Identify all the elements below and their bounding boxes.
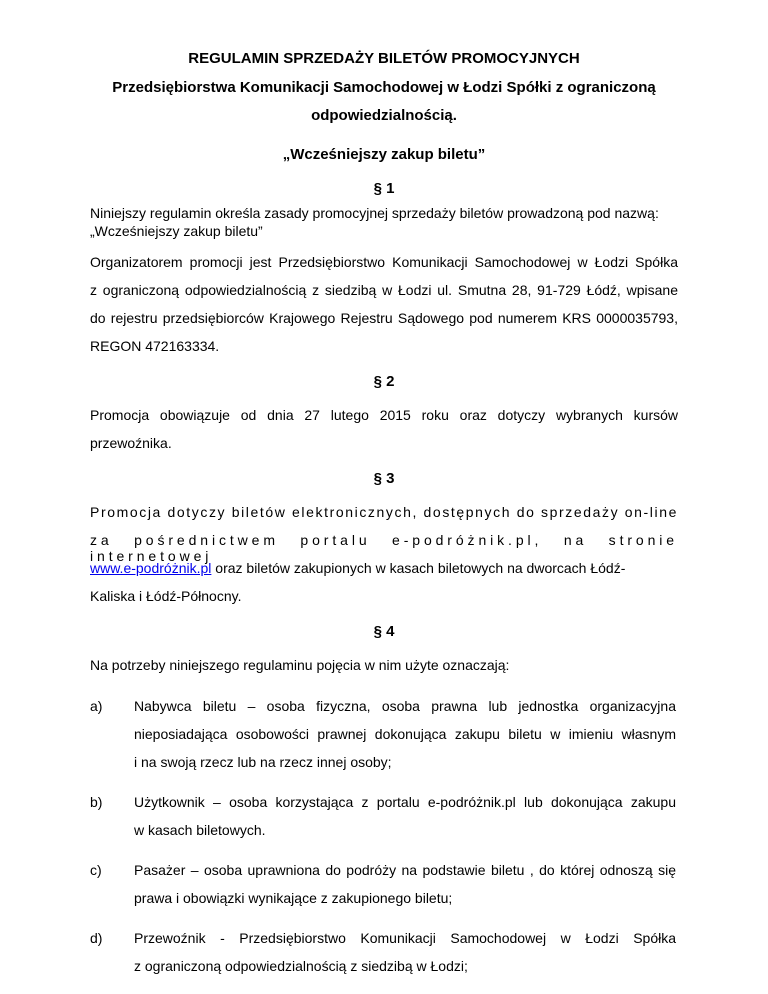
definition-item-a	[90, 698, 676, 714]
section-1-paragraph-2-line-1: Organizatorem promocji jest Przedsiębiorstwo Komunikacji Samochodowej w Łodzi Spółka	[90, 254, 678, 270]
section-2-line-2: przewoźnika.	[90, 435, 172, 451]
definition-line: w kasach biletowych.	[134, 822, 266, 838]
e-podroznik-link[interactable]: www.e-podróżnik.pl	[90, 560, 212, 576]
definition-line: nieposiadająca osobowości prawnej dokonująca zakupu biletu w imieniu własnym	[134, 726, 676, 742]
definition-item-c	[90, 862, 676, 878]
definition-line: prawa i obowiązki wynikające z zakupionego biletu;	[134, 890, 453, 906]
definition-line: Przewoźnik - Przedsiębiorstwo Komunikacji Samochodowej w Łodzi Spółka	[134, 930, 676, 946]
section-1-paragraph-2-line-4: REGON 472163334.	[90, 338, 220, 354]
section-1-paragraph-2-line-2: z ograniczoną odpowiedzialnością z siedzibą w Łodzi ul. Smutna 28, 91-729 Łódź, wpisane	[90, 282, 678, 298]
document-subtitle-line-2: odpowiedzialnością.	[311, 107, 457, 124]
section-1-paragraph-1-line-1: Niniejszy regulamin określa zasady promocyjnej sprzedaży biletów prowadzoną pod nazwą:	[90, 205, 659, 221]
list-marker: a)	[90, 698, 103, 714]
section-3-line-1: Promocja dotyczy biletów elektronicznych, dostępnych do sprzedaży on-line	[90, 504, 678, 520]
definition-item-d	[90, 930, 676, 946]
section-4-heading: § 4	[373, 623, 395, 640]
section-1-paragraph-1-line-2: „Wcześniejszy zakup biletu”	[90, 223, 263, 239]
definition-line: i na swoją rzecz lub na rzecz innej osoby;	[134, 754, 392, 770]
section-2-heading: § 2	[373, 373, 395, 390]
list-marker: c)	[90, 862, 102, 878]
list-marker: b)	[90, 794, 103, 810]
document-subtitle-line-1: Przedsiębiorstwa Komunikacji Samochodowej w Łodzi Spółki z ograniczoną	[112, 79, 656, 96]
section-3-line-3-text: oraz biletów zakupionych w kasach biletowych na dworcach Łódź-	[211, 560, 626, 576]
definition-line: z ograniczoną odpowiedzialnością z siedzibą w Łodzi;	[134, 958, 468, 974]
section-1-paragraph-2-line-3: do rejestru przedsiębiorców Krajowego Rejestru Sądowego pod numerem KRS 0000035793,	[90, 310, 678, 326]
section-4-intro: Na potrzeby niniejszego regulaminu pojęcia w nim użyte oznaczają:	[90, 657, 510, 673]
definition-item-b	[90, 794, 676, 810]
promo-name: „Wcześniejszy zakup biletu”	[282, 146, 486, 163]
document-title: REGULAMIN SPRZEDAŻY BILETÓW PROMOCYJNYCH	[188, 50, 580, 67]
section-3-line-4: Kaliska i Łódź-Północny.	[90, 588, 242, 604]
list-marker: d)	[90, 930, 103, 946]
definition-line: Użytkownik – osoba korzystająca z portalu e-podróżnik.pl lub dokonująca zakupu	[134, 794, 676, 810]
section-1-heading: § 1	[373, 180, 395, 197]
section-3-line-2: za pośrednictwem portalu e-podróżnik.pl, na stronie internetowej	[90, 532, 678, 564]
section-3-heading: § 3	[373, 470, 395, 487]
section-2-line-1: Promocja obowiązuje od dnia 27 lutego 2015 roku oraz dotyczy wybranych kursów	[90, 407, 678, 423]
section-3-line-3	[90, 560, 678, 576]
definition-line: Pasażer – osoba uprawniona do podróży na podstawie biletu , do której odnoszą się	[134, 862, 676, 878]
definition-line: Nabywca biletu – osoba fizyczna, osoba prawna lub jednostka organizacyjna	[134, 698, 676, 714]
